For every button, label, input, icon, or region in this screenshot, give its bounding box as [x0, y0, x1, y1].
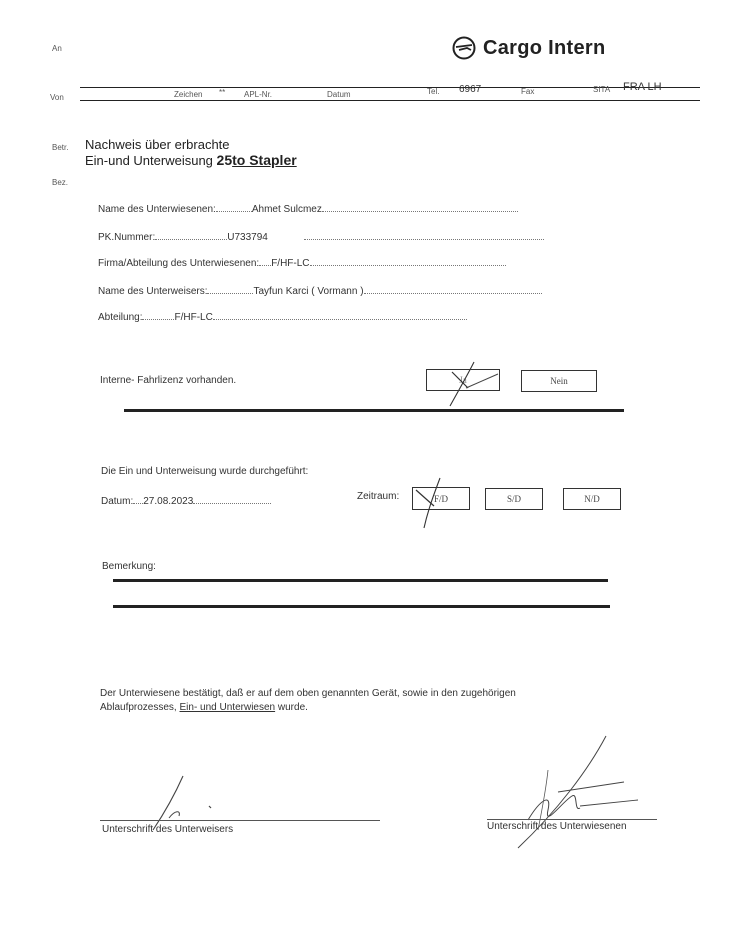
von-label: Von: [50, 93, 64, 102]
zeitraum-label: Zeitraum:: [357, 491, 400, 502]
abteilung-value: F/HF-LC: [174, 312, 213, 323]
crane-logo-icon: [450, 36, 478, 60]
training-datum-label: Datum:: [101, 496, 134, 507]
trainee-signature-icon: [488, 730, 648, 850]
datum-header-label: Datum: [327, 90, 351, 99]
subject-equipment: to Stapler: [232, 152, 297, 168]
tel-label: Tel.: [427, 87, 440, 96]
tel-value: 6967: [459, 84, 482, 95]
brand-title: Cargo Intern: [483, 37, 606, 59]
sita-value: FRA LH: [623, 81, 662, 93]
subject-prefix: Ein-und Unterweisung: [85, 153, 217, 168]
remarks-line-1: [113, 579, 608, 582]
license-nein-label: Nein: [550, 376, 568, 386]
pk-label: PK.Nummer:: [98, 232, 156, 243]
remarks-label: Bemerkung:: [102, 561, 156, 572]
field-pk-nummer: [98, 230, 544, 243]
unterweiser-value: Tayfun Karci ( Vormann ): [253, 286, 364, 297]
shift-nd-label: N/D: [584, 494, 600, 504]
name-value: Ahmet Sulcmez: [251, 204, 322, 215]
trainee-signature-line: [487, 819, 657, 820]
remarks-line-2: [113, 605, 610, 608]
firma-value: F/HF-LC: [271, 258, 310, 269]
license-ja-label: Ja: [459, 375, 467, 385]
abteilung-label: Abteilung:: [98, 312, 143, 323]
training-label: Die Ein und Unterweisung wurde durchgeführt:: [101, 466, 309, 477]
bez-label: Bez.: [52, 178, 69, 187]
confirmation-underlined: Ein- und Unterwiesen: [179, 702, 276, 713]
subject-line-2: [85, 152, 297, 168]
confirmation-suffix: wurde.: [275, 702, 308, 713]
confirmation-prefix: Ablaufprozesses,: [100, 702, 180, 713]
shift-fd-label: F/D: [433, 493, 448, 504]
trainee-signature-label: Unterschrift des Unterwiesenen: [487, 821, 627, 832]
license-nein-checkbox[interactable]: [521, 370, 597, 392]
name-label: Name des Unterwiesenen:: [98, 204, 216, 215]
an-label: An: [52, 44, 62, 53]
zeichen-value: **: [219, 88, 226, 97]
unterweiser-label: Name des Unterweisers:: [98, 286, 208, 297]
pk-value: U733794: [227, 232, 268, 243]
brand-logo: [450, 36, 478, 60]
zeichen-label: Zeichen: [174, 90, 203, 99]
shift-fd-check-mark-icon: [410, 476, 462, 530]
license-label: Interne- Fahrlizenz vorhanden.: [100, 375, 237, 386]
sita-label: SITA: [593, 85, 611, 94]
training-datum-value: 27.08.2023: [143, 496, 194, 507]
apl-label: APL-Nr.: [244, 90, 273, 99]
training-datum: [101, 494, 271, 507]
header-bottom-rule: [80, 100, 700, 101]
subject-capacity: 25: [216, 152, 233, 168]
field-abteilung: [98, 310, 467, 323]
betr-label: Betr.: [52, 143, 69, 152]
instructor-signature-line: [100, 820, 380, 821]
shift-sd-checkbox[interactable]: [485, 488, 543, 510]
instructor-signature-label: Unterschrift des Unterweisers: [102, 824, 234, 835]
field-name-unterwiesenen: [98, 202, 518, 215]
section-divider-1: [124, 409, 624, 412]
license-ja-check-mark-icon: [438, 360, 502, 408]
field-firma-abteilung: [98, 256, 506, 269]
subject-line-1: Nachweis über erbrachte: [85, 137, 230, 152]
confirmation-line-1: Der Unterwiesene bestätigt, daß er auf dem oben genannten Gerät, sowie in den zugehörigen: [100, 688, 516, 699]
fax-label: Fax: [521, 87, 535, 96]
shift-sd-label: S/D: [506, 494, 521, 504]
shift-nd-checkbox[interactable]: [563, 488, 621, 510]
firma-label: Firma/Abteilung des Unterwiesenen:: [98, 258, 260, 269]
confirmation-line-2: [100, 702, 308, 713]
field-name-unterweiser: [98, 284, 542, 297]
